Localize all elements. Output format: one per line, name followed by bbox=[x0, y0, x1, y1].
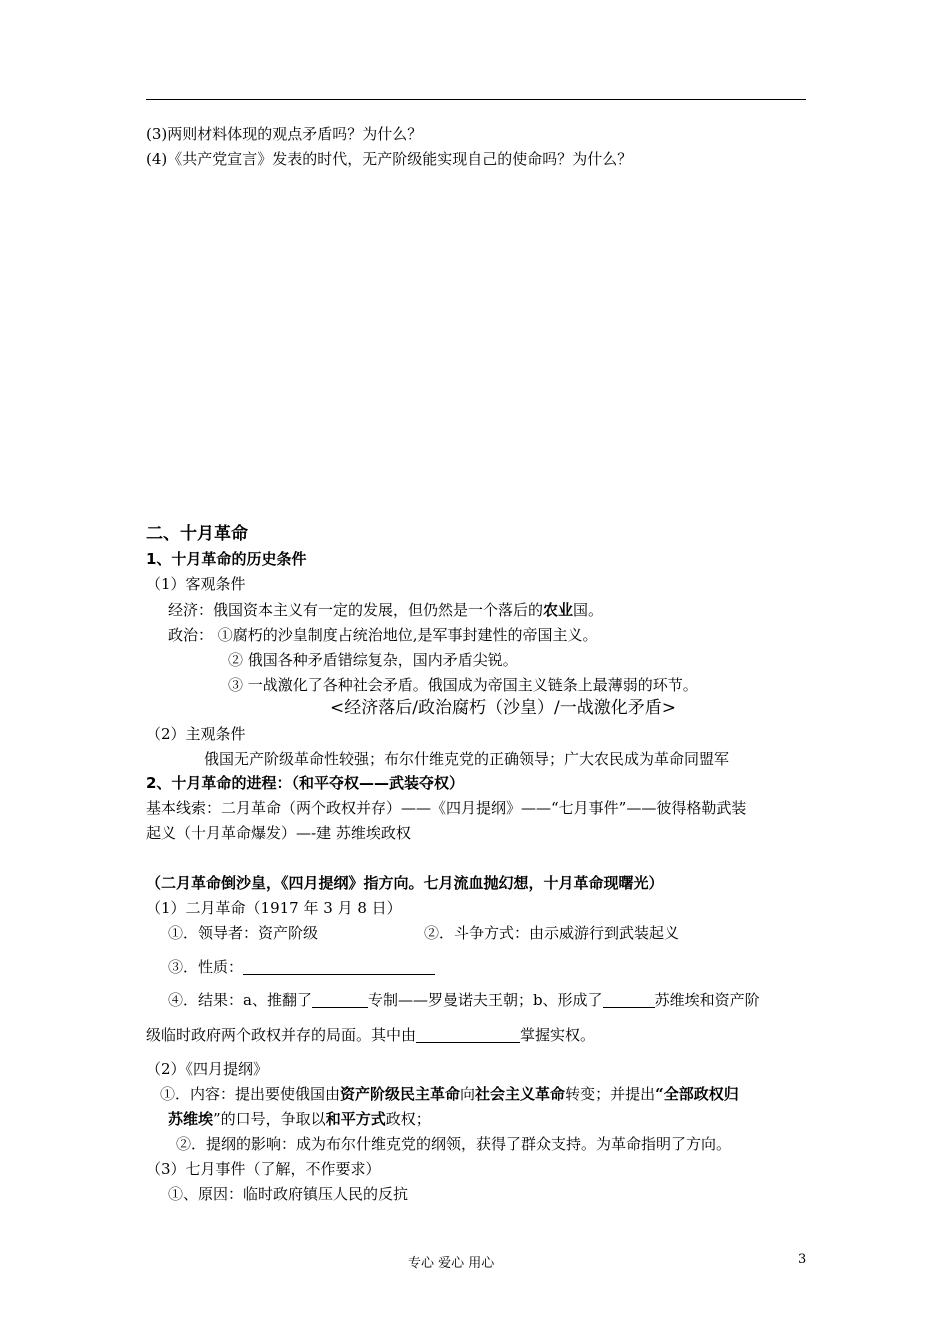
result-blank-1[interactable] bbox=[312, 991, 368, 1008]
conditions-summary: <经济落后/政治腐朽（沙皇）/一战激化矛盾> bbox=[330, 698, 676, 718]
footer-text: 专心 爱心 用心 bbox=[408, 1256, 495, 1271]
header-rule bbox=[146, 99, 806, 100]
february-result: ④．结果：a、推翻了 专制——罗曼诺夫王朝；b、形成了 苏维埃和资产阶 bbox=[168, 991, 760, 1009]
result-blank-3[interactable] bbox=[416, 1026, 520, 1043]
basic-thread-line-1: 基本线索：二月革命（两个政权并存）——《四月提纲》——“七月事件”——彼得格勒武装 bbox=[146, 799, 747, 817]
subsection-1-title: 1、十月革命的历史条件 bbox=[146, 550, 307, 568]
result-blank-2[interactable] bbox=[603, 991, 655, 1008]
april-content: ①．内容：提出要使俄国由资产阶级民主革命向社会主义革命转变；并提出“全部政权归 bbox=[160, 1085, 739, 1103]
july-cause: ①、原因：临时政府镇压人民的反抗 bbox=[168, 1185, 409, 1203]
politics-line-3: ③ 一战激化了各种社会矛盾。俄国成为帝国主义链条上最薄弱的环节。 bbox=[228, 676, 698, 694]
question-3: (3)两则材料体现的观点矛盾吗？为什么？ bbox=[146, 125, 423, 143]
section-title: 二、十月革命 bbox=[146, 524, 248, 544]
mnemonic: （二月革命倒沙皇，《四月提纲》指方向。七月流血抛幻想，十月革命现曙光） bbox=[146, 874, 664, 892]
page-number: 3 bbox=[798, 1252, 807, 1267]
april-heading: （2）《四月提纲》 bbox=[146, 1060, 269, 1078]
economy-line: 经济：俄国资本主义有一定的发展，但仍然是一个落后的农业国。 bbox=[168, 601, 604, 619]
february-leader: ①．领导者：资产阶级 bbox=[168, 924, 319, 942]
april-content-cont: 苏维埃”的口号，争取以和平方式政权； bbox=[168, 1110, 431, 1128]
subjective-text: 俄国无产阶级革命性较强；布尔什维克党的正确领导；广大农民成为革命同盟军 bbox=[204, 750, 730, 768]
february-heading: （1）二月革命（1917 年 3 月 8 日） bbox=[146, 899, 402, 917]
politics-line-2: ② 俄国各种矛盾错综复杂，国内矛盾尖锐。 bbox=[228, 651, 518, 669]
february-result-cont: 级临时政府两个政权并存的局面。其中由 掌握实权。 bbox=[146, 1026, 596, 1044]
objective-heading: （1）客观条件 bbox=[146, 575, 246, 593]
july-heading: （3）七月事件（了解，不作要求） bbox=[146, 1160, 381, 1178]
february-nature: ③．性质： bbox=[168, 957, 435, 977]
subsection-2-title: 2、十月革命的进程：（和平夺权——武装夺权） bbox=[146, 774, 464, 792]
basic-thread-line-2: 起义（十月革命爆发）—-建 苏维埃政权 bbox=[146, 824, 411, 842]
politics-line-1: 政治： ①腐朽的沙皇制度占统治地位,是军事封建性的帝国主义。 bbox=[168, 626, 598, 644]
subjective-heading: （2）主观条件 bbox=[146, 725, 246, 743]
nature-blank[interactable] bbox=[243, 958, 435, 975]
april-impact: ②．提纲的影响：成为布尔什维克党的纲领，获得了群众支持。为革命指明了方向。 bbox=[176, 1135, 732, 1153]
february-method: ②．斗争方式：由示威游行到武装起义 bbox=[424, 924, 680, 942]
question-4: (4)《共产党宣言》发表的时代，无产阶级能实现自己的使命吗？为什么？ bbox=[146, 150, 633, 168]
